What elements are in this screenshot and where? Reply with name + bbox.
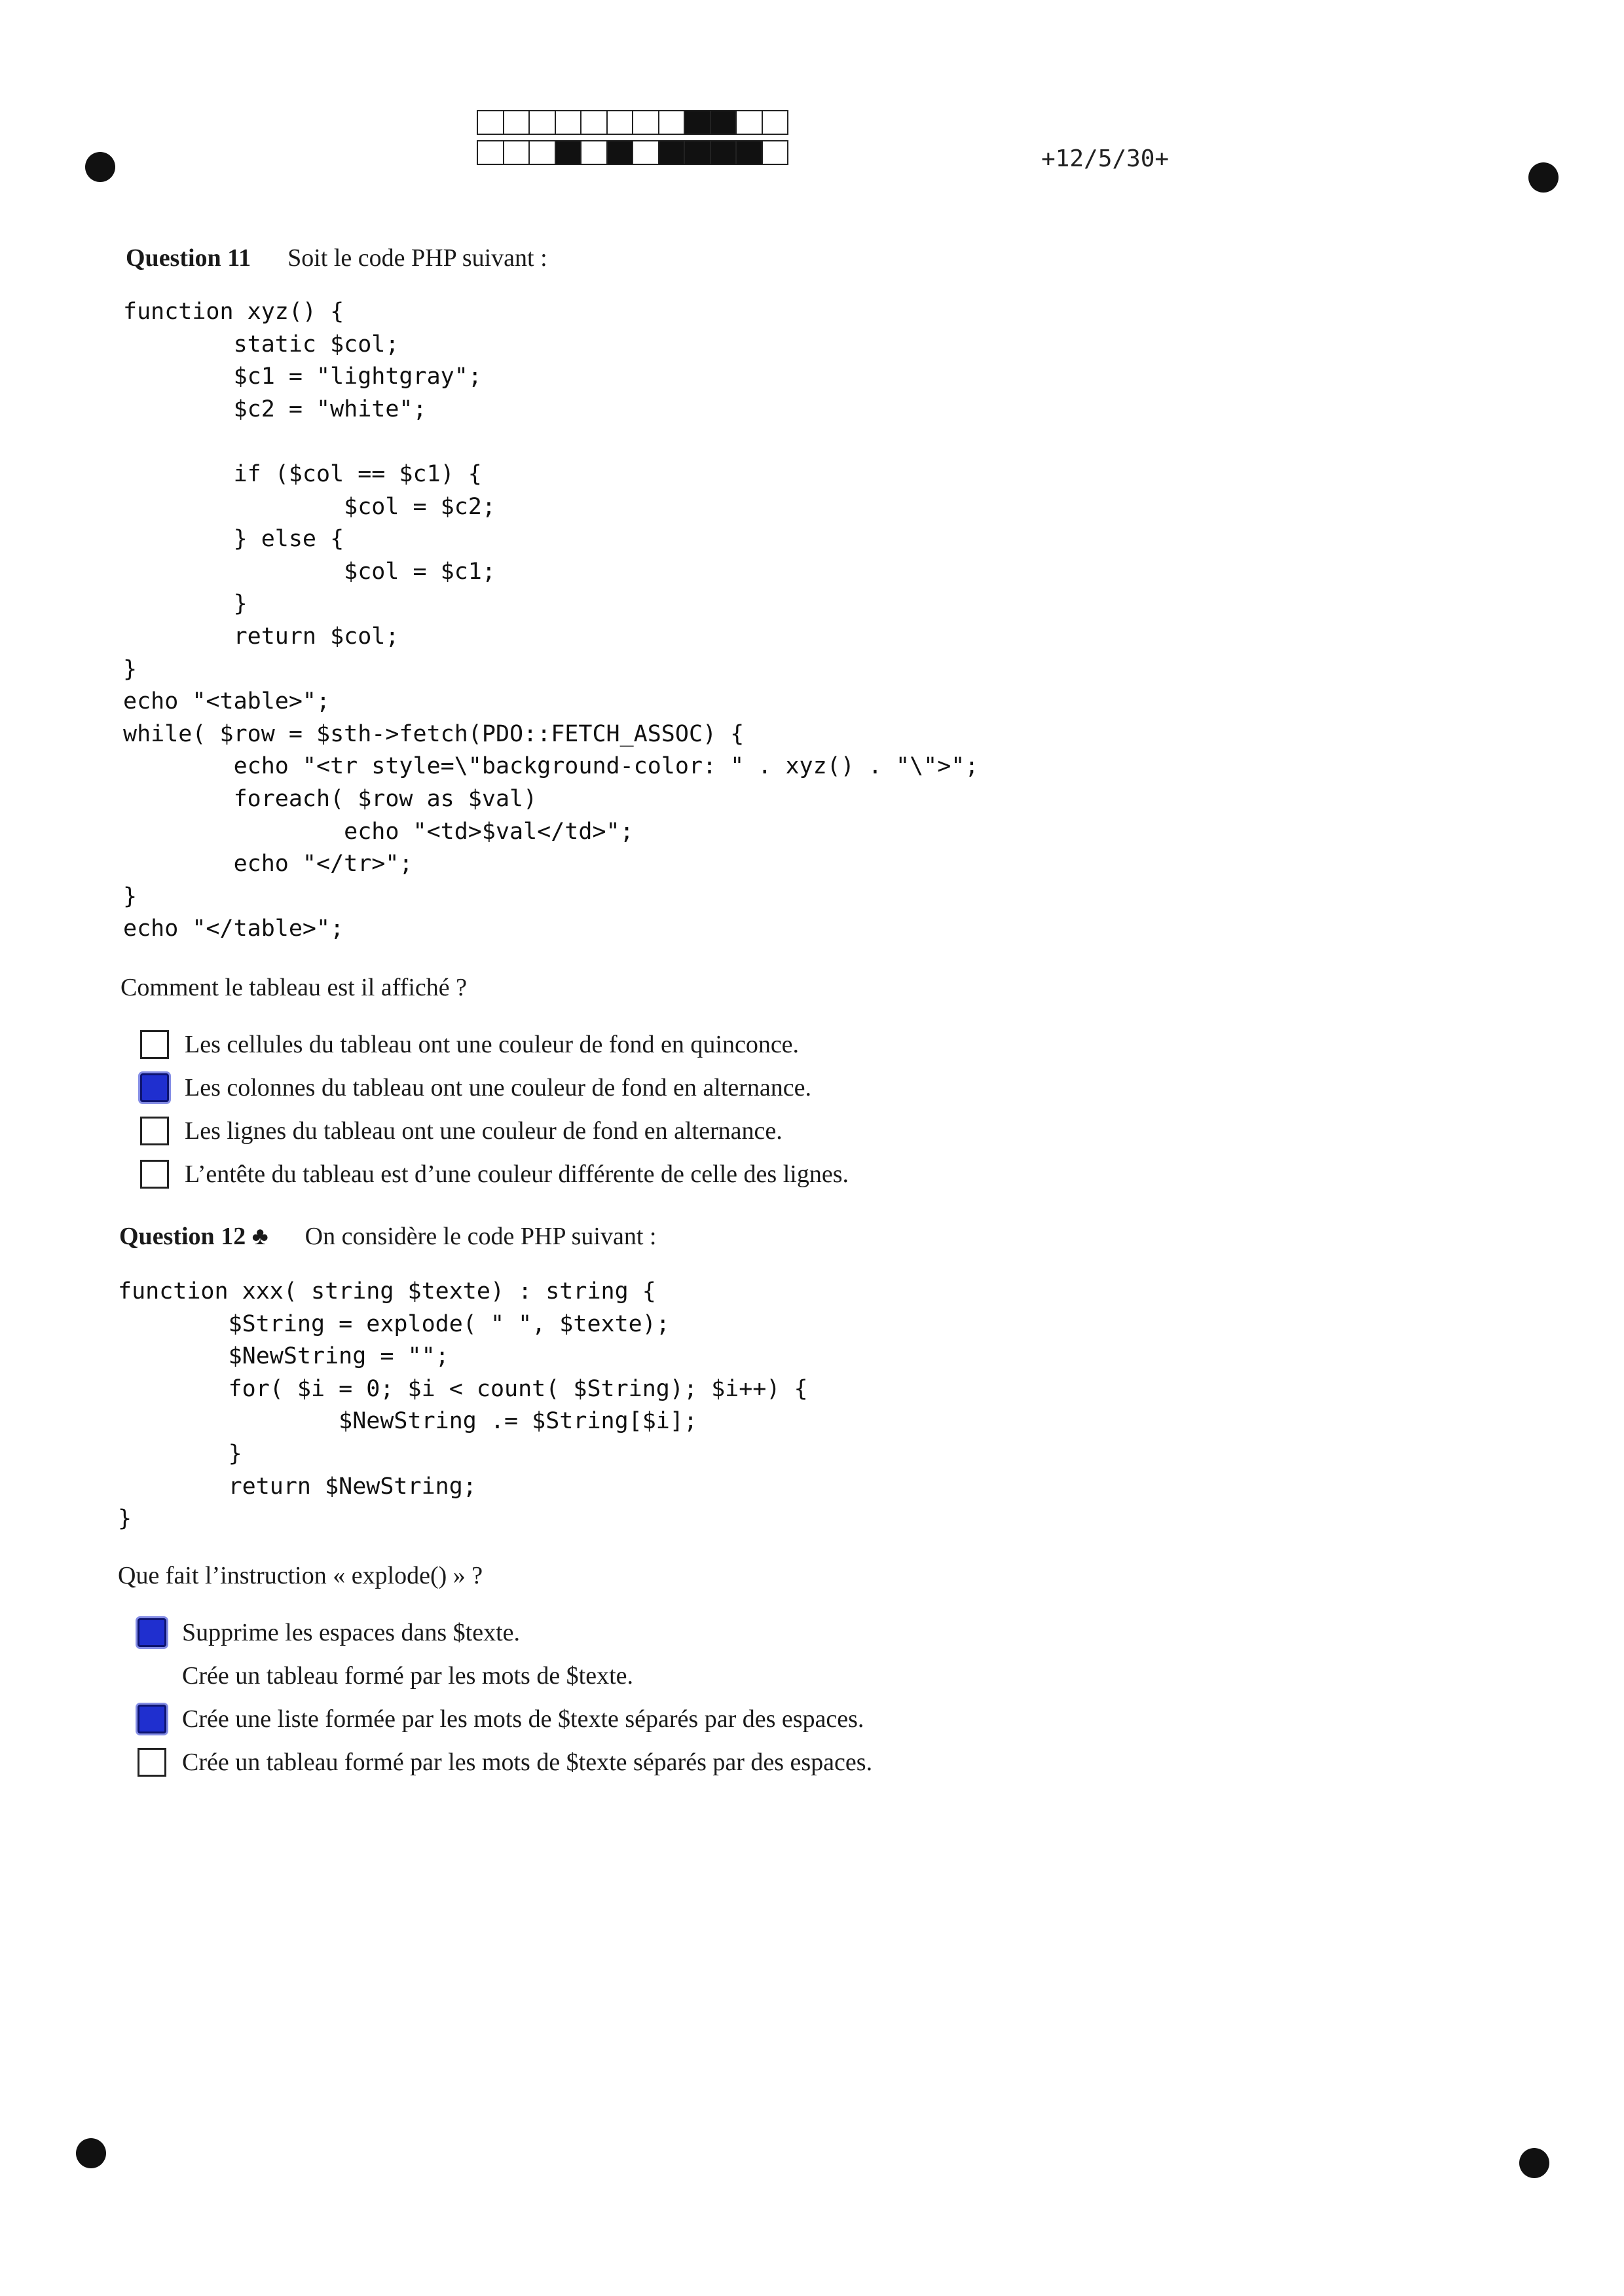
question-12-prompt: Que fait l’instruction « explode() » ? [118, 1562, 483, 1589]
question-12-answer-1[interactable] [138, 1611, 872, 1654]
answer-label: Les colonnes du tableau ont une couleur de fond en alternance. [185, 1074, 812, 1102]
answer-checkbox[interactable] [140, 1160, 169, 1189]
registration-dot-top-right [1528, 162, 1559, 193]
answer-label: L’entête du tableau est d’une couleur différente de celle des lignes. [185, 1160, 849, 1188]
page-id: +12/5/30+ [1041, 145, 1170, 172]
barcode-row-2-cell [633, 141, 659, 164]
answer-checkbox[interactable] [140, 1030, 169, 1059]
answer-label: Supprime les espaces dans $texte. [182, 1619, 521, 1646]
barcode-row-2-cell [581, 141, 608, 164]
answer-label: Crée une liste formée par les mots de $texte séparés par des espaces. [182, 1705, 864, 1733]
barcode-row-1-cell [633, 111, 659, 134]
question-11-answer-3[interactable] [140, 1109, 849, 1153]
barcode-row-1-cell [737, 111, 763, 134]
question-11-intro: Soit le code PHP suivant : [287, 244, 547, 272]
barcode-row-1-cell [581, 111, 608, 134]
page-barcode-row-1 [477, 110, 788, 135]
answer-checkbox[interactable] [140, 1117, 169, 1145]
question-12-answer-2[interactable] [138, 1654, 872, 1697]
registration-dot-top-left [85, 152, 115, 182]
question-12-answers [138, 1611, 872, 1784]
barcode-row-2-cell [504, 141, 530, 164]
barcode-row-1-cell [685, 111, 711, 134]
registration-dot-bottom-left [76, 2138, 106, 2168]
barcode-row-2-cell [711, 141, 737, 164]
page-barcode-row-2 [477, 140, 788, 165]
question-12-intro: On considère le code PHP suivant : [304, 1223, 657, 1250]
question-11-prompt: Comment le tableau est il affiché ? [120, 974, 467, 1001]
question-12-answer-3[interactable] [138, 1697, 872, 1741]
barcode-row-1-cell [556, 111, 582, 134]
barcode-row-2-cell [659, 141, 686, 164]
barcode-row-1-cell [763, 111, 788, 134]
barcode-row-1-cell [659, 111, 686, 134]
barcode-row-2-cell [737, 141, 763, 164]
question-12-number: Question 12 ♣ [119, 1223, 268, 1250]
barcode-row-1-cell [711, 111, 737, 134]
answer-checkbox[interactable] [140, 1073, 169, 1102]
question-12-code: function xxx( string $texte) : string { $String = explode( " ", $texte); $NewString = ""; for( $i = 0; $i < count( $String); $i++) { $NewString .= $String[$i]; } return $NewString; } [118, 1278, 808, 1532]
answer-checkbox [138, 1661, 166, 1690]
answer-label: Crée un tableau formé par les mots de $texte séparés par des espaces. [182, 1749, 873, 1776]
barcode-row-1-cell [530, 111, 556, 134]
barcode-row-1-cell [608, 111, 634, 134]
question-11-answer-1[interactable] [140, 1023, 849, 1066]
answer-label: Crée un tableau formé par les mots de $texte. [182, 1662, 634, 1690]
answer-label: Les cellules du tableau ont une couleur de fond en quinconce. [185, 1031, 800, 1058]
registration-dot-bottom-right [1519, 2148, 1549, 2178]
barcode-row-2-cell [556, 141, 582, 164]
question-12-answer-4[interactable] [138, 1741, 872, 1784]
question-11-code: function xyz() { static $col; $c1 = "lightgray"; $c2 = "white"; if ($col == $c1) { $col = $c2; } else { $col = $c1; } return $col; } echo "<table>"; while( $row = $sth->fetch(PDO::FETCH_ASSOC) { echo "<tr style=\"background-color: " . xyz() . "\">"; foreach( $row as $val) echo "<td>$val</td>"; echo "</tr>"; } echo "</table>"; [123, 299, 979, 942]
barcode-row-2-cell [478, 141, 504, 164]
question-11-number: Question 11 [126, 244, 251, 272]
answer-label: Les lignes du tableau ont une couleur de fond en alternance. [185, 1117, 783, 1145]
barcode-row-2-cell [685, 141, 711, 164]
question-11-header [126, 244, 547, 272]
barcode-row-2-cell [608, 141, 634, 164]
question-11-answers [140, 1023, 849, 1196]
barcode-row-1-cell [504, 111, 530, 134]
answer-checkbox[interactable] [138, 1618, 166, 1647]
barcode-row-2-cell [530, 141, 556, 164]
question-11-answer-2[interactable] [140, 1066, 849, 1109]
barcode-row-2-cell [763, 141, 788, 164]
barcode-row-1-cell [478, 111, 504, 134]
answer-checkbox[interactable] [138, 1705, 166, 1733]
question-12-header [119, 1222, 656, 1251]
question-11-answer-4[interactable] [140, 1153, 849, 1196]
answer-checkbox[interactable] [138, 1748, 166, 1777]
